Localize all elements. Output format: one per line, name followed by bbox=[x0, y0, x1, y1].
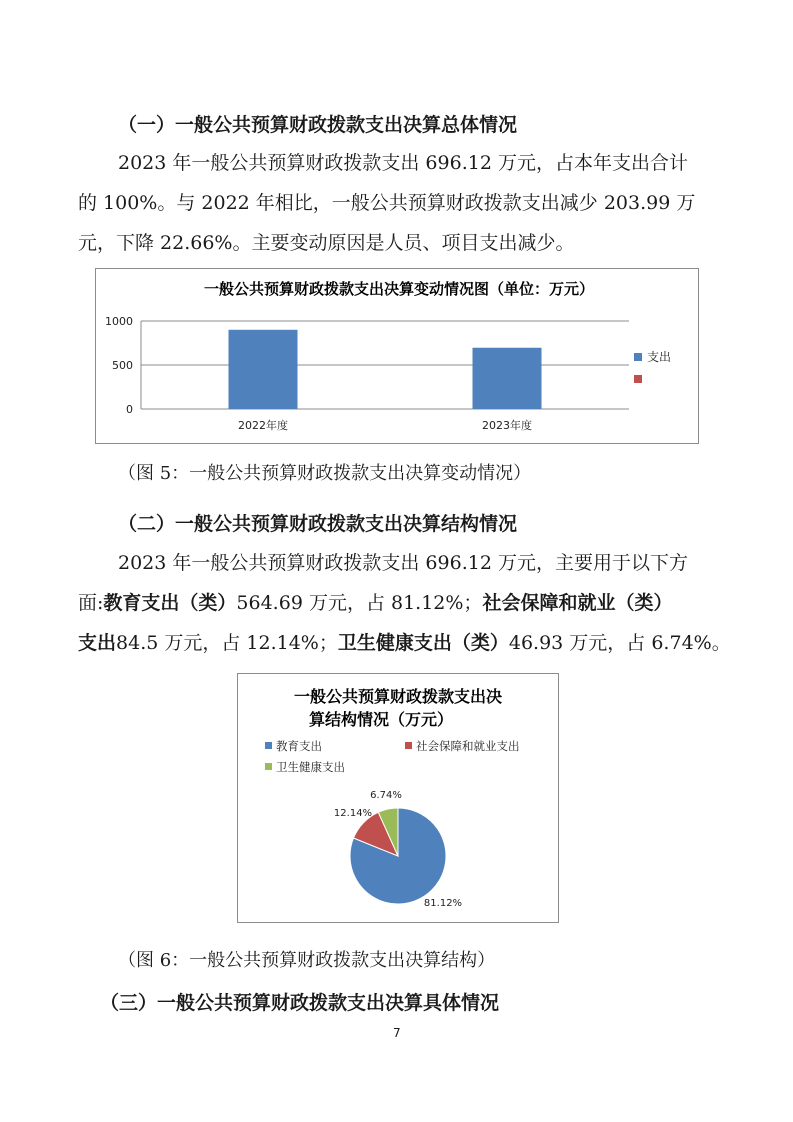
bar-y-tick-label: 0 bbox=[126, 403, 133, 416]
section1-line-2: 的 100%。与 2022 年相比，一般公共预算财政拨款支出减少 203.99 万 bbox=[78, 192, 696, 214]
education-label: 教育支出（类） bbox=[103, 592, 237, 614]
health-value: 46.93 万元，占 6.74%。 bbox=[508, 632, 731, 654]
section2-line-2 bbox=[78, 583, 672, 623]
pie-chart-title-line-1: 一般公共预算财政拨款支出决 bbox=[293, 687, 503, 706]
health-label: 卫生健康支出（类） bbox=[337, 632, 509, 654]
bar-x-tick-label: 2022年度 bbox=[238, 419, 288, 432]
social-security-label: 社会保障和就业（类） bbox=[482, 592, 673, 614]
bar-y-tick-label: 1000 bbox=[105, 315, 133, 328]
social-security-label-cont: 支出 bbox=[78, 632, 117, 654]
section2-line-1: 2023 年一般公共预算财政拨款支出 696.12 万元，主要用于以下方 bbox=[118, 552, 688, 574]
pie-chart-box bbox=[237, 673, 559, 923]
education-value: 564.69 万元，占 81.12%； bbox=[236, 592, 483, 614]
bar-chart bbox=[96, 269, 698, 443]
pie-value-label: 81.12% bbox=[423, 898, 463, 909]
pie-legend-swatch bbox=[405, 742, 412, 749]
figure-6-caption: （图 6：一般公共预算财政拨款支出决算结构） bbox=[118, 950, 496, 971]
legend-swatch-expenditure bbox=[634, 353, 642, 361]
bar-2023年度 bbox=[473, 348, 542, 409]
pie-chart-title-line-2: 算结构情况（万元） bbox=[308, 710, 454, 729]
bar-chart-title: 一般公共预算财政拨款支出决算变动情况图（单位：万元） bbox=[203, 280, 595, 298]
bar-y-tick-label: 500 bbox=[112, 359, 133, 372]
pie-value-label: 12.14% bbox=[333, 808, 373, 819]
pie-legend-label: 教育支出 bbox=[276, 739, 322, 753]
pie-legend-swatch bbox=[265, 763, 272, 770]
pie-legend-label: 社会保障和就业支出 bbox=[416, 739, 520, 753]
bar-2022年度 bbox=[229, 330, 298, 409]
figure-5-caption: （图 5：一般公共预算财政拨款支出决算变动情况） bbox=[118, 463, 532, 484]
pie-legend-swatch bbox=[265, 742, 272, 749]
legend-label-expenditure: 支出 bbox=[647, 350, 672, 364]
bar-x-tick-label: 2023年度 bbox=[482, 419, 532, 432]
line2-prefix: 面: bbox=[78, 592, 104, 614]
section2-line-3 bbox=[78, 623, 731, 663]
social-security-value: 84.5 万元，占 12.14%； bbox=[116, 632, 338, 654]
page-number: 7 bbox=[393, 1026, 401, 1040]
pie-legend-label: 卫生健康支出 bbox=[276, 760, 345, 774]
legend-swatch-empty-series bbox=[634, 375, 642, 383]
pie-value-label: 6.74% bbox=[370, 790, 402, 801]
bar-chart-box bbox=[95, 268, 699, 444]
pie-chart bbox=[238, 674, 558, 922]
section1-line-1: 2023 年一般公共预算财政拨款支出 696.12 万元，占本年支出合计 bbox=[118, 152, 688, 174]
section1-heading: （一）一般公共预算财政拨款支出决算总体情况 bbox=[118, 114, 518, 136]
section1-line-3: 元，下降 22.66%。主要变动原因是人员、项目支出减少。 bbox=[78, 232, 575, 254]
section2-heading: （二）一般公共预算财政拨款支出决算结构情况 bbox=[118, 513, 518, 535]
section3-heading: （三）一般公共预算财政拨款支出决算具体情况 bbox=[100, 992, 500, 1014]
